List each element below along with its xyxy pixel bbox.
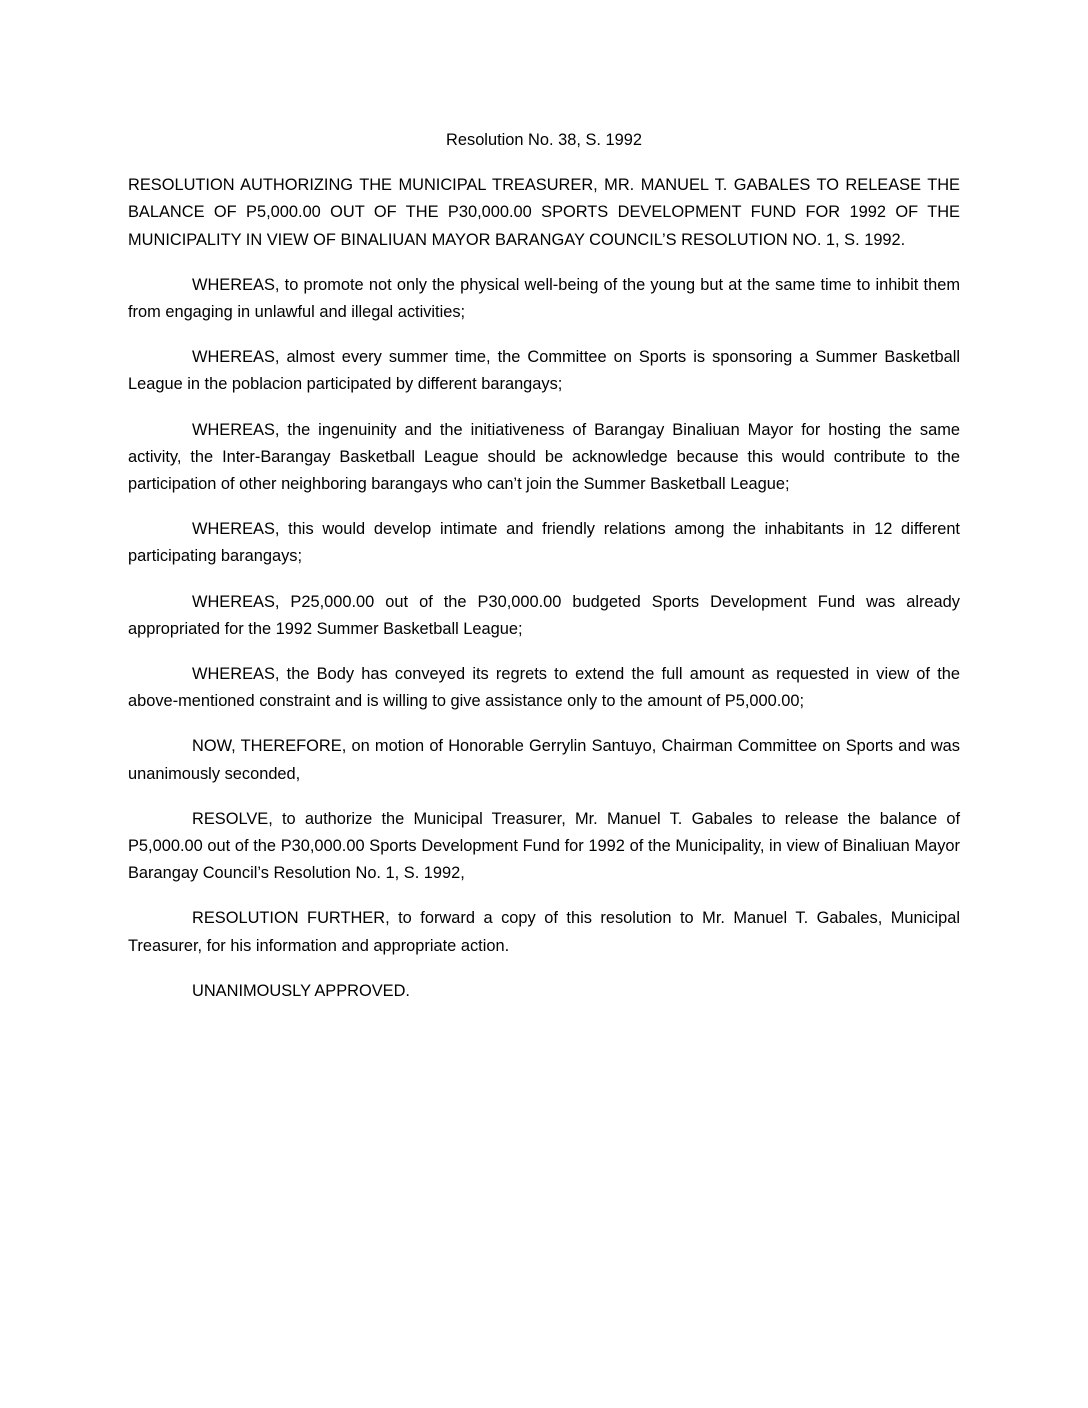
resolution-title: Resolution No. 38, S. 1992 xyxy=(446,131,642,149)
now-therefore-paragraph: NOW, THEREFORE, on motion of Honorable Gerrylin Santuyo, Chairman Committee on Sports and was unanimously seconded, xyxy=(128,737,960,783)
whereas-paragraph-5: WHEREAS, P25,000.00 out of the P30,000.00 budgeted Sports Development Fund was already appropriated for the 1992 Summer Basketball League; xyxy=(128,592,960,638)
approval-statement: UNANIMOUSLY APPROVED. xyxy=(192,981,410,1000)
whereas-paragraph-3: WHEREAS, the ingenuinity and the initiativeness of Barangay Binaliuan Mayor for hosting the same activity, the Inter-Barangay Basketball League should be acknowledge because this would contribute to the participation of other neighboring barangays who can’t join the Summer Basketball League; xyxy=(128,420,960,494)
resolve-paragraph: RESOLVE, to authorize the Municipal Treasurer, Mr. Manuel T. Gabales to release the balance of P5,000.00 out of the P30,000.00 Sports Development Fund for 1992 of the Municipality, in view of Binaliuan Mayor Barangay Council’s Resolution No. 1, S. 1992, xyxy=(128,809,960,883)
whereas-paragraph-1: WHEREAS, to promote not only the physical well-being of the young but at the same time to inhibit them from engaging in unlawful and illegal activities; xyxy=(128,275,960,322)
whereas-paragraph-6: WHEREAS, the Body has conveyed its regrets to extend the full amount as requested in view of the above-mentioned constraint and is willing to give assistance only to the amount of P5,000.00; xyxy=(128,665,960,711)
whereas-paragraph-2: WHEREAS, almost every summer time, the Committee on Sports is sponsoring a Summer Basketball League in the poblacion participated by different barangays; xyxy=(128,348,960,394)
resolution-further-paragraph: RESOLUTION FURTHER, to forward a copy of this resolution to Mr. Manuel T. Gabales, Municipal Treasurer, for his information and appropriate action. xyxy=(128,909,960,955)
document-body xyxy=(128,127,960,1005)
whereas-paragraph-4: WHEREAS, this would develop intimate and friendly relations among the inhabitants in 12 different participating barangays; xyxy=(128,520,960,566)
resolution-heading: RESOLUTION AUTHORIZING THE MUNICIPAL TREASURER, MR. MANUEL T. GABALES TO RELEASE THE BALANCE OF P5,000.00 OUT OF THE P30,000.00 SPORTS DEVELOPMENT FUND FOR 1992 OF THE MUNICIPALITY IN VIEW OF BINALIUAN MAYOR BARANGAY COUNCIL’S RESOLUTION NO. 1, S. 1992. xyxy=(128,176,960,249)
